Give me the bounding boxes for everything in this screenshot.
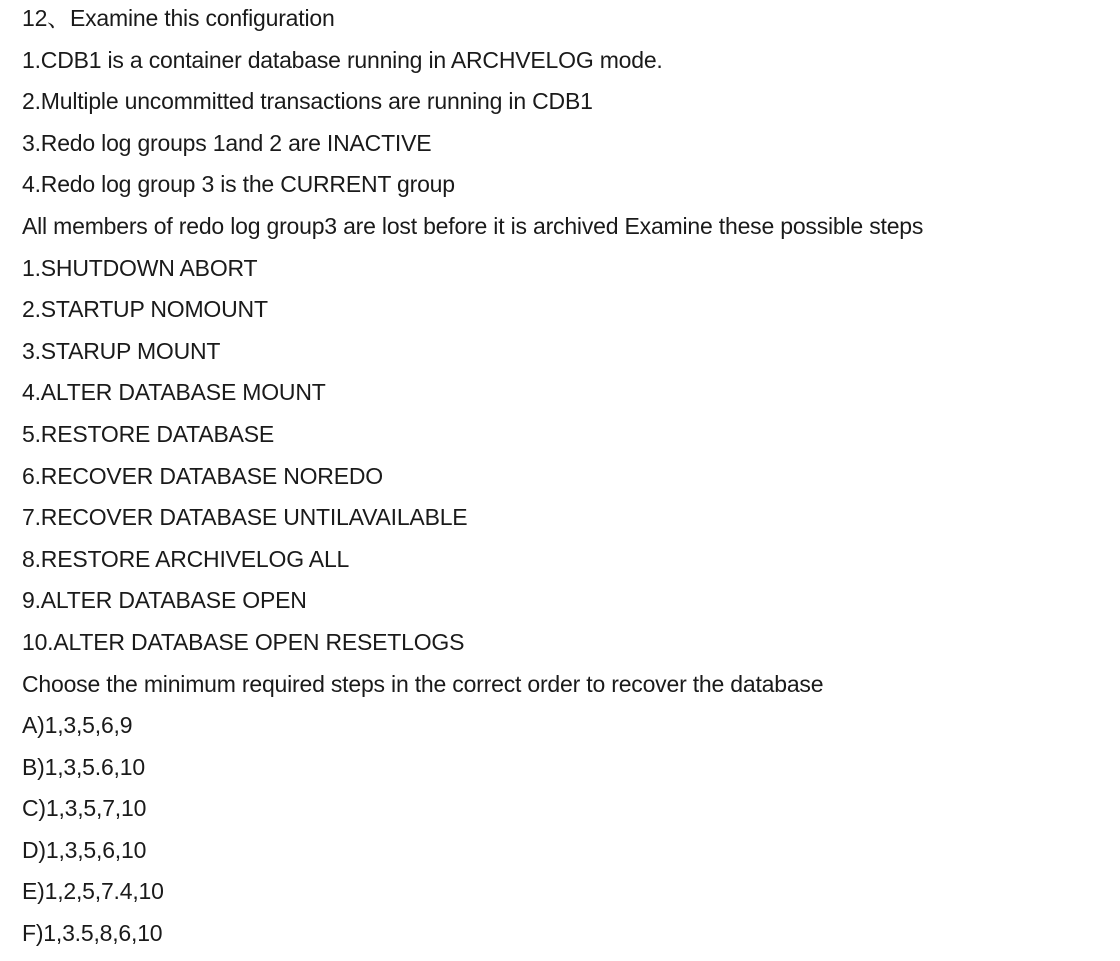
option-c: C)1,3,5,7,10: [22, 795, 147, 822]
config-item-4: 4.Redo log group 3 is the CURRENT group: [22, 171, 455, 198]
step-10: 10.ALTER DATABASE OPEN RESETLOGS: [22, 628, 465, 655]
step-5: 5.RESTORE DATABASE: [22, 420, 275, 447]
option-b: B)1,3,5.6,10: [22, 753, 145, 780]
step-6: 6.RECOVER DATABASE NOREDO: [22, 462, 383, 489]
option-d: D)1,3,5,6,10: [22, 836, 147, 863]
document: [22, 4, 1112, 961]
scenario-text: All members of redo log group3 are lost before it is archived Examine these possible steps: [22, 212, 924, 239]
step-4: 4.ALTER DATABASE MOUNT: [22, 379, 326, 406]
step-7: 7.RECOVER DATABASE UNTILAVAILABLE: [22, 504, 468, 531]
step-8: 8.RESTORE ARCHIVELOG ALL: [22, 545, 350, 572]
config-item-2: 2.Multiple uncommitted transactions are running in CDB1: [22, 88, 593, 115]
option-a: A)1,3,5,6,9: [22, 712, 133, 739]
option-f: F)1,3.5,8,6,10: [22, 920, 163, 947]
step-9: 9.ALTER DATABASE OPEN: [22, 587, 307, 614]
config-item-3: 3.Redo log groups 1and 2 are INACTIVE: [22, 129, 432, 156]
step-2: 2.STARTUP NOMOUNT: [22, 296, 268, 323]
option-e: E)1,2,5,7.4,10: [22, 878, 164, 905]
config-item-1: 1.CDB1 is a container database running in ARCHVELOG mode.: [22, 46, 663, 73]
step-1: 1.SHUTDOWN ABORT: [22, 254, 258, 281]
question-prompt: Choose the minimum required steps in the correct order to recover the database: [22, 670, 824, 697]
step-3: 3.STARUP MOUNT: [22, 337, 221, 364]
question-heading: 12、Examine this configuration: [22, 5, 335, 31]
